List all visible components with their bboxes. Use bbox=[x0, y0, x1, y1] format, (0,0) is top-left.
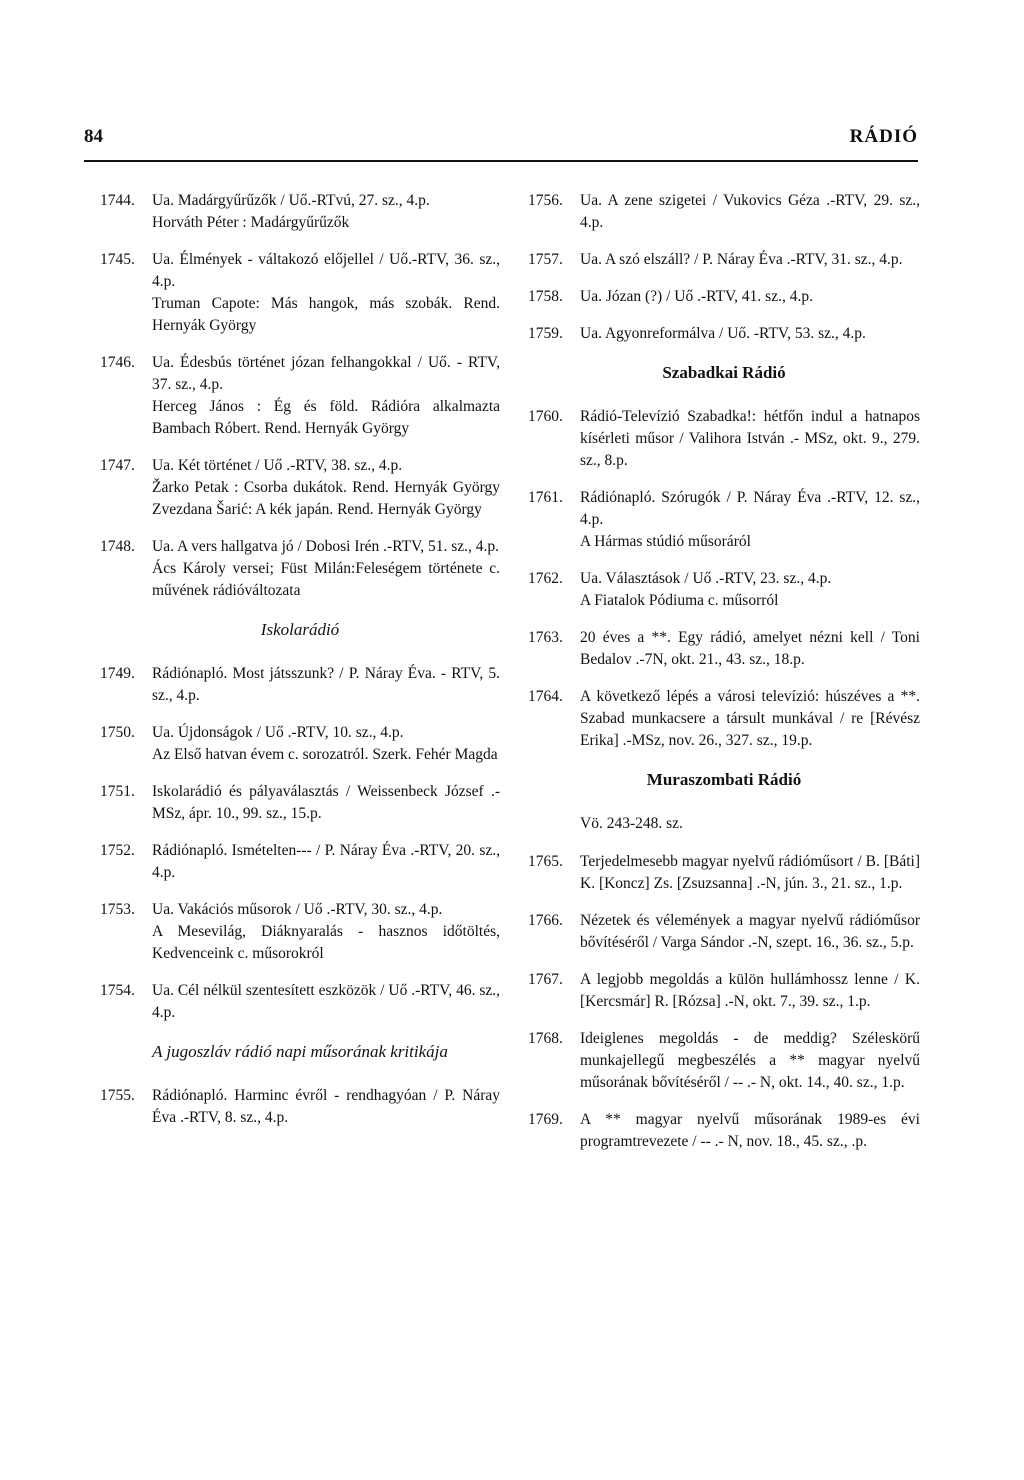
entry-text bbox=[580, 286, 920, 308]
entry-line: Horváth Péter : Madárgyűrűzők bbox=[152, 214, 350, 231]
bibliography-entry bbox=[100, 190, 500, 234]
entry-line: Rádiónapló. Harminc évről - rendhagyóan / P. Náray Éva .-RTV, 8. sz., 4.p. bbox=[152, 1087, 500, 1126]
entry-number: 1753. bbox=[100, 901, 135, 918]
entry-number: 1755. bbox=[100, 1087, 135, 1104]
cross-reference-note: Vö. 243-248. sz. bbox=[580, 815, 683, 832]
entry-text bbox=[580, 686, 920, 752]
entry-list bbox=[100, 190, 500, 602]
entry-line: Az Első hatvan évem c. sorozatról. Szerk. Fehér Magda bbox=[152, 746, 498, 763]
entry-line: Ua. A vers hallgatva jó / Dobosi Irén .-RTV, 51. sz., 4.p. bbox=[152, 538, 500, 555]
entry-line: Ua. Madárgyűrűzők / Uő.-RTvú, 27. sz., 4.p. bbox=[152, 192, 430, 209]
entry-list bbox=[528, 406, 920, 752]
entry-list bbox=[528, 190, 920, 345]
entry-line: Rádiónapló. Ismételten--- / P. Náray Éva .-RTV, 20. sz., 4.p. bbox=[152, 842, 500, 881]
bibliography-entry bbox=[100, 249, 500, 337]
entry-text bbox=[152, 190, 500, 234]
entry-number: 1759. bbox=[528, 325, 563, 342]
entry-line: Ua. Vakációs műsorok / Uő .-RTV, 30. sz., 4.p. bbox=[152, 901, 443, 918]
entry-text bbox=[152, 722, 500, 766]
bibliography-entry bbox=[528, 969, 920, 1013]
entry-line: A Fiatalok Pódiuma c. műsorról bbox=[580, 592, 779, 609]
entry-line: Herceg János : Ég és föld. Rádióra alkalmazta Bambach Róbert. Rend. Hernyák György bbox=[152, 398, 500, 437]
entry-list bbox=[528, 851, 920, 1153]
entry-text bbox=[152, 536, 500, 602]
entry-text bbox=[580, 969, 920, 1013]
section-heading: Szabadkai Rádió bbox=[662, 363, 786, 382]
entry-line: Ua. Józan (?) / Uő .-RTV, 41. sz., 4.p. bbox=[580, 288, 813, 305]
entry-line: Nézetek és vélemények a magyar nyelvű rádióműsor bővítéséről / Varga Sándor .-N, szept. 16., 36. sz., 5.p. bbox=[580, 912, 920, 951]
entry-text bbox=[152, 663, 500, 707]
bibliography-entry bbox=[528, 487, 920, 553]
bibliography-entry bbox=[528, 190, 920, 234]
entry-number: 1758. bbox=[528, 288, 563, 305]
entry-line: Ács Károly versei; Füst Milán:Feleségem története c. művének rádióváltozata bbox=[152, 560, 500, 599]
entry-line: A ** magyar nyelvű műsorának 1989-es évi programtrevezete / -- .- N, nov. 18., 45. sz., .p. bbox=[580, 1111, 920, 1150]
bibliography-entry bbox=[100, 663, 500, 707]
bibliography-entry bbox=[528, 686, 920, 752]
bibliography-entry bbox=[100, 980, 500, 1024]
entry-text bbox=[152, 455, 500, 521]
page-number: 84 bbox=[84, 126, 103, 147]
right-column bbox=[528, 190, 920, 1168]
bibliography-entry bbox=[528, 249, 920, 271]
entry-number: 1744. bbox=[100, 192, 135, 209]
entry-line: Ua. Újdonságok / Uő .-RTV, 10. sz., 4.p. bbox=[152, 724, 404, 741]
entry-line: Truman Capote: Más hangok, más szobák. Rend. Hernyák György bbox=[152, 295, 500, 334]
entry-line: Rádiónapló. Szórugók / P. Náray Éva .-RTV, 12. sz., 4.p. bbox=[580, 489, 920, 528]
section-heading: Muraszombati Rádió bbox=[646, 770, 802, 789]
entry-text bbox=[580, 190, 920, 234]
entry-text bbox=[152, 840, 500, 884]
entry-line: A legjobb megoldás a külön hullámhossz lenne / K. [Kercsmár] R. [Rózsa] .-N, okt. 7., 39. sz., 1.p. bbox=[580, 971, 920, 1010]
entry-text bbox=[580, 1028, 920, 1094]
entry-line: 20 éves a **. Egy rádió, amelyet nézni kell / Toni Bedalov .-7N, okt. 21., 43. sz., 18.p. bbox=[580, 629, 920, 668]
entry-text bbox=[152, 899, 500, 965]
entry-number: 1751. bbox=[100, 783, 135, 800]
bibliography-entry bbox=[528, 910, 920, 954]
entry-number: 1765. bbox=[528, 853, 563, 870]
entry-number: 1757. bbox=[528, 251, 563, 268]
entry-number: 1764. bbox=[528, 688, 563, 705]
bibliography-entry bbox=[100, 840, 500, 884]
header-rule bbox=[84, 160, 918, 162]
entry-line: Ua. A szó elszáll? / P. Náray Éva .-RTV, 31. sz., 4.p. bbox=[580, 251, 903, 268]
entry-number: 1748. bbox=[100, 538, 135, 555]
entry-line: Ua. Élmények - váltakozó előjellel / Uő.-RTV, 36. sz., 4.p. bbox=[152, 251, 500, 290]
bibliography-entry bbox=[100, 781, 500, 825]
entry-line: A Hármas stúdió műsoráról bbox=[580, 533, 751, 550]
bibliography-entry bbox=[528, 568, 920, 612]
entry-number: 1767. bbox=[528, 971, 563, 988]
entry-line: Ua. A zene szigetei / Vukovics Géza .-RTV, 29. sz., 4.p. bbox=[580, 192, 920, 231]
entry-text bbox=[152, 1085, 500, 1129]
entry-number: 1760. bbox=[528, 408, 563, 425]
entry-line: Rádió-Televízió Szabadka!: hétfőn indul a hatnapos kísérleti műsor / Valihora István .- MSz, okt. 9., 279. sz., 8.p. bbox=[580, 408, 920, 469]
bibliography-entry bbox=[528, 627, 920, 671]
entry-number: 1766. bbox=[528, 912, 563, 929]
bibliography-entry bbox=[528, 1109, 920, 1153]
entry-text bbox=[580, 249, 920, 271]
bibliography-entry bbox=[100, 722, 500, 766]
entry-line: Ua. Cél nélkül szentesített eszközök / Uő .-RTV, 46. sz., 4.p. bbox=[152, 982, 500, 1021]
bibliography-entry bbox=[100, 1085, 500, 1129]
entry-list bbox=[100, 1085, 500, 1129]
entry-text bbox=[580, 323, 920, 345]
entry-number: 1762. bbox=[528, 570, 563, 587]
entry-list bbox=[100, 663, 500, 1024]
entry-line: Ua. Édesbús történet józan felhangokkal / Uő. - RTV, 37. sz., 4.p. bbox=[152, 354, 500, 393]
entry-line: Ua. Agyonreformálva / Uő. -RTV, 53. sz., 4.p. bbox=[580, 325, 866, 342]
bibliography-entry bbox=[528, 1028, 920, 1094]
entry-number: 1752. bbox=[100, 842, 135, 859]
entry-number: 1754. bbox=[100, 982, 135, 999]
entry-number: 1768. bbox=[528, 1030, 563, 1047]
entry-text bbox=[580, 568, 920, 612]
bibliography-entry bbox=[528, 851, 920, 895]
entry-number: 1769. bbox=[528, 1111, 563, 1128]
entry-line: Ideiglenes megoldás - de meddig? Széleskörű munkajellegű megbeszélés a ** magyar nyelvű műsorának bővítéséről / -- .- N, okt. 14., 40. sz., 1.p. bbox=[580, 1030, 920, 1091]
left-column bbox=[100, 190, 500, 1144]
bibliography-entry bbox=[100, 455, 500, 521]
entry-number: 1746. bbox=[100, 354, 135, 371]
entry-number: 1749. bbox=[100, 665, 135, 682]
entry-line: Rádiónapló. Most játsszunk? / P. Náray Éva. - RTV, 5. sz., 4.p. bbox=[152, 665, 500, 704]
entry-line: A Mesevilág, Diáknyaralás - hasznos időtöltés, Kedvenceink c. műsorokról bbox=[152, 923, 500, 962]
entry-line: Iskolarádió és pályaválasztás / Weissenbeck József .-MSz, ápr. 10., 99. sz., 15.p. bbox=[152, 783, 500, 822]
entry-text bbox=[580, 406, 920, 472]
bibliography-entry bbox=[100, 899, 500, 965]
bibliography-entry bbox=[100, 536, 500, 602]
entry-line: Ua. Két történet / Uő .-RTV, 38. sz., 4.p. bbox=[152, 457, 403, 474]
bibliography-entry bbox=[528, 323, 920, 345]
entry-line: Terjedelmesebb magyar nyelvű rádióműsort / B. [Báti] K. [Koncz] Zs. [Zsuzsanna] .-N, jún. 3., 21. sz., 1.p. bbox=[580, 853, 920, 892]
entry-line: A következő lépés a városi televízió: húszéves a **. Szabad munkacsere a társult munkával / re [Révész Erika] .-MSz, nov. 26., 327. sz., 19.p. bbox=[580, 688, 920, 749]
entry-number: 1761. bbox=[528, 489, 563, 506]
entry-number: 1747. bbox=[100, 457, 135, 474]
section-heading: Iskolarádió bbox=[260, 620, 340, 639]
entry-line: Žarko Petak : Csorba dukátok. Rend. Hernyák György Zvezdana Šarić: A kék japán. Rend. Hernyák György bbox=[152, 479, 500, 518]
entry-text bbox=[580, 487, 920, 553]
section-heading: A jugoszláv rádió napi műsorának kritikája bbox=[152, 1042, 448, 1061]
entry-text bbox=[580, 627, 920, 671]
entry-text bbox=[580, 851, 920, 895]
running-title: RÁDIÓ bbox=[849, 126, 918, 147]
page-header bbox=[84, 126, 918, 156]
entry-text bbox=[580, 1109, 920, 1153]
entry-line: Ua. Választások / Uő .-RTV, 23. sz., 4.p. bbox=[580, 570, 832, 587]
entry-text bbox=[152, 249, 500, 337]
bibliography-entry bbox=[528, 406, 920, 472]
bibliography-entry bbox=[100, 352, 500, 440]
entry-number: 1763. bbox=[528, 629, 563, 646]
entry-text bbox=[152, 980, 500, 1024]
entry-text bbox=[580, 910, 920, 954]
bibliography-entry bbox=[528, 286, 920, 308]
entry-number: 1756. bbox=[528, 192, 563, 209]
entry-number: 1745. bbox=[100, 251, 135, 268]
entry-text bbox=[152, 781, 500, 825]
entry-number: 1750. bbox=[100, 724, 135, 741]
entry-text bbox=[152, 352, 500, 440]
